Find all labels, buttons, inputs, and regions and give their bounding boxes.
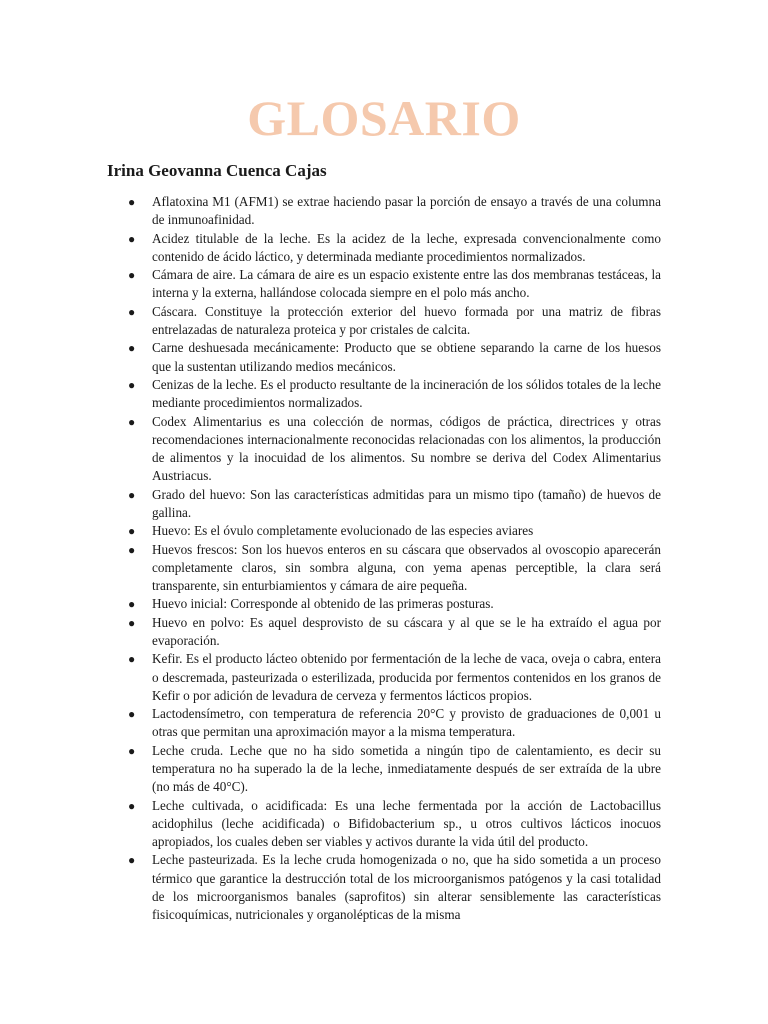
glossary-entry bbox=[107, 797, 661, 852]
glossary-entry-text: Huevo en polvo: Es aquel desprovisto de su cáscara y al que se le ha extraído el agua por evaporación. bbox=[152, 614, 661, 648]
bullet-icon: ● bbox=[128, 377, 136, 392]
author-name: Irina Geovanna Cuenca Cajas bbox=[107, 161, 327, 180]
glossary-entry-text: Leche cultivada, o acidificada: Es una leche fermentada por la acción de Lactobacillus acidophilus (leche acidificada) o Bifidobacterium sp., u otros cultivos lácticos inocuos apropiados, los cuales deben ser viables y activos durante la vida útil del producto. bbox=[152, 797, 661, 849]
glossary-entry-text: Carne deshuesada mecánicamente: Producto que se obtiene separando la carne de los huesos que la sustentan utilizando medios mecánicos. bbox=[152, 340, 661, 374]
glossary-entry bbox=[107, 413, 661, 486]
bullet-icon: ● bbox=[128, 414, 136, 429]
bullet-icon: ● bbox=[128, 652, 136, 667]
glossary-entry-text: Leche pasteurizada. Es la leche cruda homogenizada o no, que ha sido sometida a un proceso térmico que garantice la destrucción total de los microorganismos patógenos y la casi totalidad de los microorganismos banales (saprofitos) sin alterar sensiblemente las características fisicoquímicas, nutricionales y organolépticas de la misma bbox=[152, 852, 661, 922]
glossary-entry-text: Huevo inicial: Corresponde al obtenido de las primeras posturas. bbox=[152, 596, 494, 612]
bullet-icon: ● bbox=[128, 487, 136, 502]
bullet-icon: ● bbox=[128, 268, 136, 283]
glossary-entry-text: Leche cruda. Leche que no ha sido sometida a ningún tipo de calentamiento, es decir su temperatura no ha superado la de la leche, inmediatamente después de ser extraída de la ubre (no más de 40°C). bbox=[152, 742, 661, 795]
bullet-icon: ● bbox=[128, 707, 136, 722]
glossary-entry-text: Lactodensímetro, con temperatura de referencia 20°C y provisto de graduaciones de 0,001 u otras que permitan una aproximación mayor a la misma temperatura. bbox=[152, 706, 661, 740]
glossary-entry-text: Huevos frescos: Son los huevos enteros en su cáscara que observados al ovoscopio aparecerán completamente claros, sin sombra alguna, con yema apenas perceptible, la clara será transparente, sin enturbiamientos y cámara de aire pequeña. bbox=[152, 541, 661, 593]
bullet-icon: ● bbox=[128, 231, 136, 246]
glossary-entry bbox=[107, 742, 661, 797]
glossary-entry bbox=[107, 266, 661, 302]
glossary-entry bbox=[107, 851, 661, 924]
glossary-entry-text: Kefir. Es el producto lácteo obtenido por fermentación de la leche de vaca, oveja o cabra, entera o descremada, pasteurizada o esterilizada, producida por fermentos contenidos en los granos de Kefir o por adición de levadura de cerveza y fermentos lácticos propios. bbox=[152, 651, 661, 703]
glossary-entry-text: Aflatoxina M1 (AFM1) se extrae haciendo pasar la porción de ensayo a través de una columna de inmunoafinidad. bbox=[152, 194, 661, 228]
glossary-entry bbox=[107, 522, 661, 540]
bullet-icon: ● bbox=[128, 195, 136, 209]
bullet-icon: ● bbox=[128, 341, 136, 356]
bullet-icon: ● bbox=[128, 542, 136, 557]
glossary-entry bbox=[107, 303, 661, 339]
bullet-icon: ● bbox=[128, 615, 136, 630]
glossary-entry-text: Cáscara. Constituye la protección exterior del huevo formada por una matriz de fibras entrelazadas de naturaleza proteica y por cristales de calcita. bbox=[152, 303, 661, 337]
glossary-entry bbox=[107, 339, 661, 375]
glossary-entry bbox=[107, 541, 661, 596]
page-title: GLOSARIO bbox=[247, 90, 521, 146]
glossary-entry-text: Cámara de aire. La cámara de aire es un espacio existente entre las dos membranas testáceas, la interna y la externa, hallándose colocada siempre en el polo más ancho. bbox=[152, 267, 661, 301]
glossary-entry bbox=[107, 614, 661, 650]
glossary-entry bbox=[107, 486, 661, 522]
glossary-entry bbox=[107, 193, 661, 229]
bullet-icon: ● bbox=[128, 597, 136, 612]
glossary-entry bbox=[107, 230, 661, 266]
bullet-icon: ● bbox=[128, 304, 136, 319]
bullet-icon: ● bbox=[128, 524, 136, 539]
bullet-icon: ● bbox=[128, 853, 136, 868]
glossary-entry-text: Huevo: Es el óvulo completamente evolucionado de las especies aviares bbox=[152, 523, 534, 539]
glossary-entry bbox=[107, 595, 661, 613]
glossary-entry bbox=[107, 650, 661, 705]
glossary-list bbox=[107, 193, 661, 924]
glossary-entry-text: Acidez titulable de la leche. Es la acidez de la leche, expresada convencionalmente como contenido de ácido láctico, y determinada mediante procedimientos normalizados. bbox=[152, 230, 661, 264]
glossary-entry-text: Codex Alimentarius es una colección de normas, códigos de práctica, directrices y otras recomendaciones internacionalmente reconocidas relacionadas con los alimentos, la producción de alimentos y la inocuidad de los alimentos. Su nombre se deriva del Codex Alimentarius Austriacus. bbox=[152, 413, 661, 484]
glossary-entry bbox=[107, 376, 661, 412]
glossary-entry-text: Grado del huevo: Son las características admitidas para un mismo tipo (tamaño) de huevos de gallina. bbox=[152, 486, 661, 520]
bullet-icon: ● bbox=[128, 743, 136, 758]
bullet-icon: ● bbox=[128, 798, 136, 813]
glossary-entry-text: Cenizas de la leche. Es el producto resultante de la incineración de los sólidos totales de la leche mediante procedimientos normalizados. bbox=[152, 376, 661, 411]
glossary-entry bbox=[107, 705, 661, 741]
